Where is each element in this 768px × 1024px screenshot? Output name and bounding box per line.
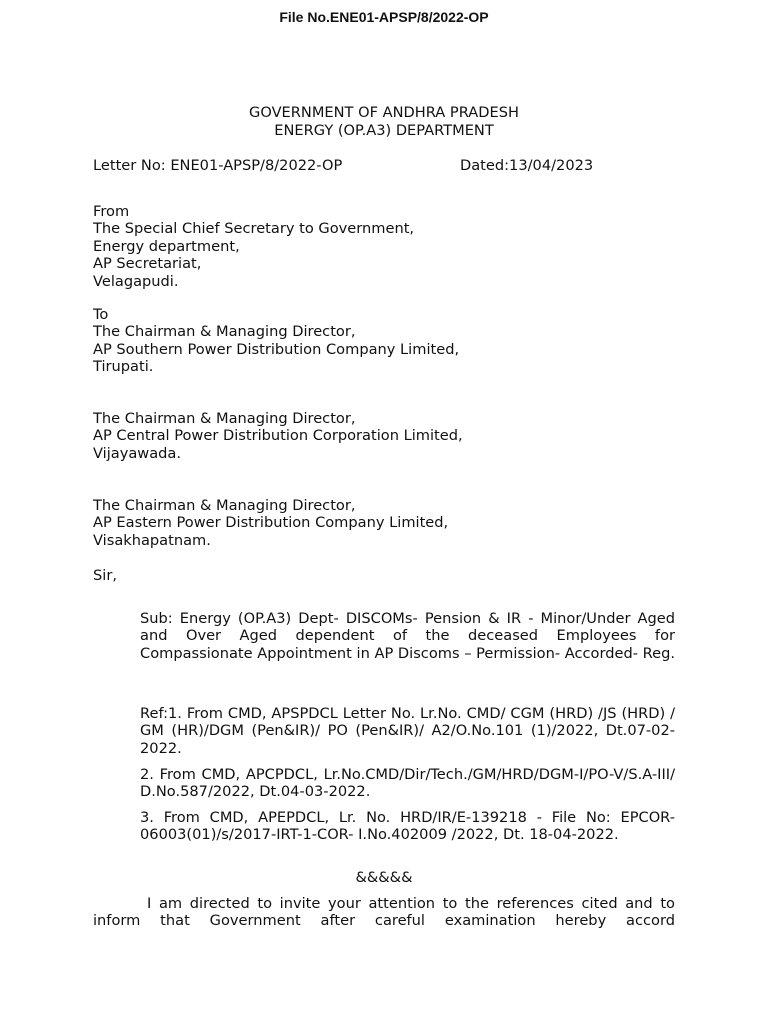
salutation: Sir, bbox=[93, 567, 117, 584]
addressee-line: Tirupati. bbox=[93, 358, 154, 376]
addressee-line: AP Eastern Power Distribution Company Limited, bbox=[93, 514, 449, 532]
subject-paragraph: Sub: Energy (OP.A3) Dept- DISCOMs- Pension & IR - Minor/Under Aged and Over Aged dependent of the deceased Employees for Compassionate Appointment in AP Discoms – Permission- Accorded- Reg. bbox=[140, 610, 675, 662]
from-line: Velagapudi. bbox=[93, 272, 179, 290]
department-title: ENERGY (OP.A3) DEPARTMENT bbox=[274, 122, 494, 139]
letter-date: Dated:13/04/2023 bbox=[460, 157, 594, 174]
separator: &&&&& bbox=[355, 869, 413, 886]
from-line: Energy department, bbox=[93, 237, 240, 255]
addressee-line: AP Southern Power Distribution Company Limited, bbox=[93, 340, 460, 358]
body-line: I am directed to invite your attention to the references cited and to bbox=[147, 895, 675, 912]
to-label: To bbox=[93, 306, 109, 323]
body-line: inform that Government after careful examination hereby accord bbox=[93, 912, 675, 930]
letter-header bbox=[0, 104, 768, 140]
to-block-apspdcl bbox=[93, 306, 459, 376]
addressee-line: The Chairman & Managing Director, bbox=[93, 410, 356, 427]
reference-1: Ref:1. From CMD, APSPDCL Letter No. Lr.No. CMD/ CGM (HRD) /JS (HRD) / GM (HR)/DGM (Pen&IR)/ PO (Pen&IR)/ A2/O.No.101 (1)/2022, Dt.07-02-2022. bbox=[140, 705, 675, 757]
addressee-line: The Chairman & Managing Director, bbox=[93, 323, 356, 341]
to-block-apcpdcl bbox=[93, 410, 463, 462]
addressee-line: Visakhapatnam. bbox=[93, 531, 211, 549]
government-title: GOVERNMENT OF ANDHRA PRADESH bbox=[249, 104, 519, 121]
reference-3: 3. From CMD, APEPDCL, Lr. No. HRD/IR/E-139218 - File No: EPCOR-06003(01)/s/2017-IRT-1-COR- I.No.402009 /2022, Dt. 18-04-2022. bbox=[140, 809, 675, 844]
from-line: The Special Chief Secretary to Government, bbox=[93, 220, 415, 238]
body-paragraph bbox=[93, 895, 675, 930]
addressee-line: AP Central Power Distribution Corporation Limited, bbox=[93, 427, 463, 445]
file-number: File No.ENE01-APSP/8/2022-OP bbox=[279, 9, 489, 25]
addressee-line: The Chairman & Managing Director, bbox=[93, 497, 356, 514]
from-label: From bbox=[93, 203, 130, 220]
letter-number: Letter No: ENE01-APSP/8/2022-OP bbox=[93, 157, 343, 174]
to-block-apepdcl bbox=[93, 497, 448, 549]
from-block bbox=[93, 203, 414, 290]
from-line: AP Secretariat, bbox=[93, 255, 202, 273]
addressee-line: Vijayawada. bbox=[93, 444, 182, 462]
reference-2: 2. From CMD, APCPDCL, Lr.No.CMD/Dir/Tech./GM/HRD/DGM-I/PO-V/S.A-III/ D.No.587/2022, Dt.04-03-2022. bbox=[140, 766, 675, 801]
